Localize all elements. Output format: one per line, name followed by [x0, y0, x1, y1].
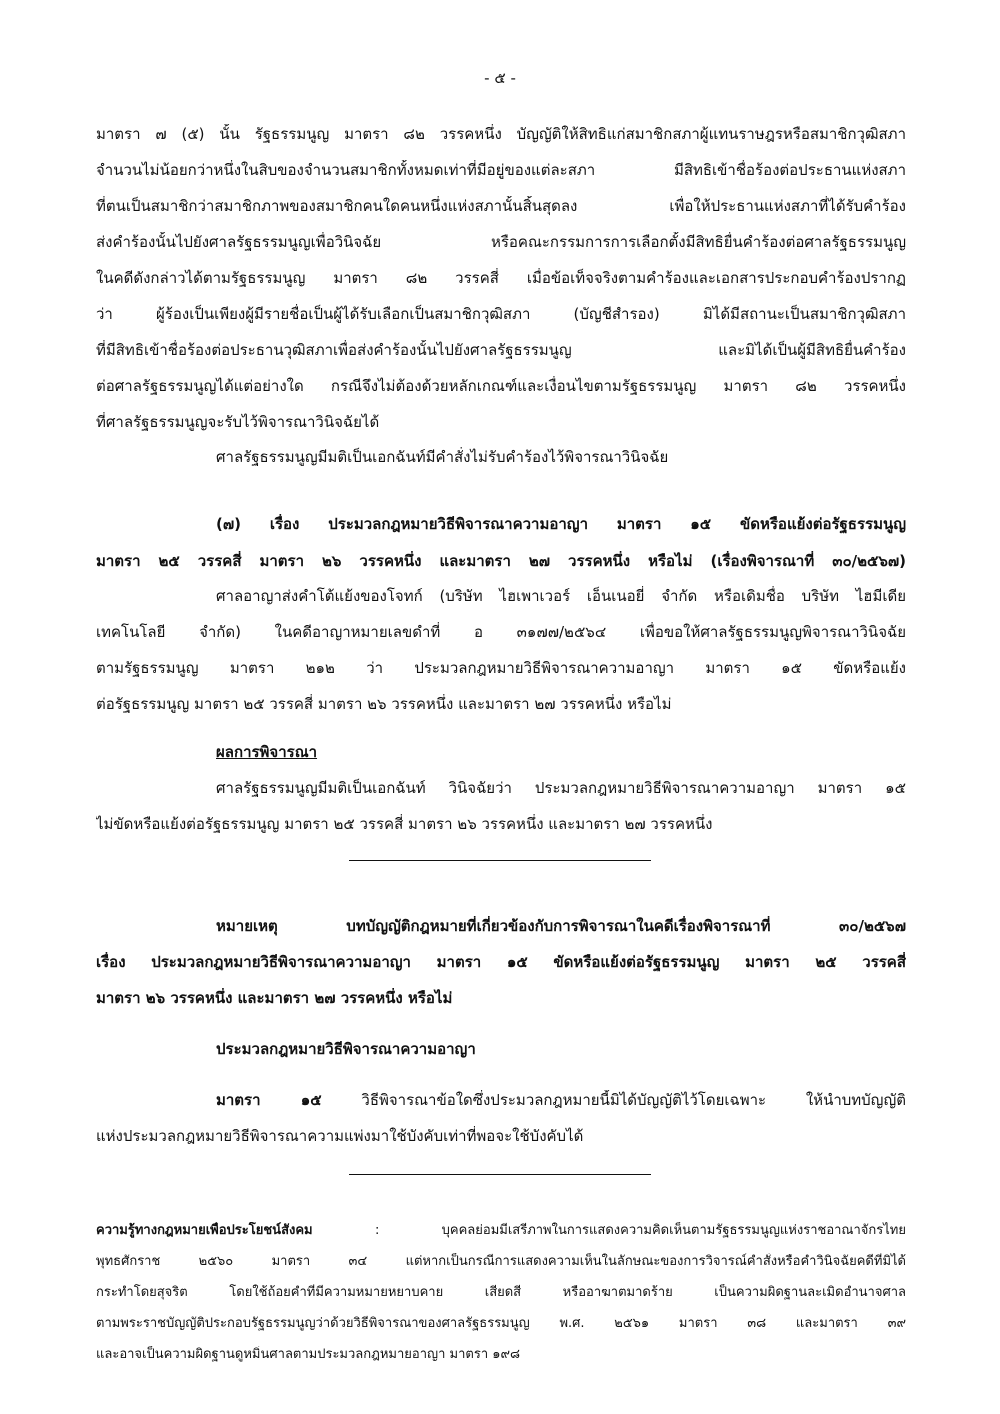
section-text-line: แห่งประมวลกฎหมายวิธีพิจารณาความแพ่งมาใช้บังคับเท่าที่พอจะใช้บังคับได้: [96, 1127, 584, 1145]
notice-line: [96, 1222, 906, 1240]
notice-line: พุทธศักราช ๒๕๖๐ มาตรา ๓๔ แต่หากเป็นกรณีการแสดงความเห็นในลักษณะของการวิจารณ์คำสั่งหรือคำวินิจฉัยคดีที่มิได้: [96, 1254, 906, 1269]
court-order: ศาลรัฐธรรมนูญมีมติเป็นเอกฉันท์มีคำสั่งไม่รับคำร้องไว้พิจารณาวินิจฉัย: [216, 448, 669, 466]
notice-text: บุคคลย่อมมีเสรีภาพในการแสดงความคิดเห็นตามรัฐธรรมนูญแห่งราชอาณาจักรไทย: [441, 1223, 906, 1238]
body-line: ส่งคำร้องนั้นไปยังศาลรัฐธรรมนูญเพื่อวินิจฉัย หรือคณะกรรมการการเลือกตั้งมีสิทธิยื่นคำร้องต่อศาลรัฐธรรมนูญ: [96, 233, 906, 251]
result-line: ไม่ขัดหรือแย้งต่อรัฐธรรมนูญ มาตรา ๒๕ วรรคสี่ มาตรา ๒๖ วรรคหนึ่ง และมาตรา ๒๗ วรรคหนึ่ง: [96, 815, 713, 833]
divider: [349, 860, 651, 861]
body-line: ตามรัฐธรรมนูญ มาตรา ๒๑๒ ว่า ประมวลกฎหมายวิธีพิจารณาความอาญา มาตรา ๑๕ ขัดหรือแย้ง: [96, 659, 906, 677]
section-heading: (๗) เรื่อง ประมวลกฎหมายวิธีพิจารณาความอาญา มาตรา ๑๕ ขัดหรือแย้งต่อรัฐธรรมนูญ: [216, 515, 906, 533]
notice-lead: ความรู้ทางกฎหมายเพื่อประโยชน์สังคม: [96, 1223, 313, 1238]
notice-line: และอาจเป็นความผิดฐานดูหมิ่นศาลตามประมวลกฎหมายอาญา มาตรา ๑๙๘: [96, 1347, 521, 1362]
body-line: ที่มีสิทธิเข้าชื่อร้องต่อประธานวุฒิสภาเพื่อส่งคำร้องนั้นไปยังศาลรัฐธรรมนูญ และมิได้เป็นผู้มีสิทธิยื่นคำร้อง: [96, 341, 906, 359]
notice-line: กระทำโดยสุจริต โดยใช้ถ้อยคำที่มีความหมายหยาบคาย เสียดสี หรืออาฆาตมาดร้าย เป็นความผิดฐานละเมิดอำนาจศาล: [96, 1285, 906, 1300]
code-title: ประมวลกฎหมายวิธีพิจารณาความอาญา: [216, 1040, 476, 1058]
section-heading: มาตรา ๒๕ วรรคสี่ มาตรา ๒๖ วรรคหนึ่ง และมาตรา ๒๗ วรรคหนึ่ง หรือไม่ (เรื่องพิจารณาที่ ๓๐/๒๕๖๗): [96, 552, 906, 570]
section-text: วิธีพิจารณาข้อใดซึ่งประมวลกฎหมายนี้มิได้บัญญัติไว้โดยเฉพาะ ให้นำบทบัญญัติ: [361, 1091, 906, 1109]
body-line: ในคดีดังกล่าวได้ตามรัฐธรรมนูญ มาตรา ๘๒ วรรคสี่ เมื่อข้อเท็จจริงตามคำร้องและเอกสารประกอบคำร้องปรากฏ: [96, 269, 906, 287]
body-line: เทคโนโลยี จำกัด) ในคดีอาญาหมายเลขดำที่ อ ๓๑๗๗/๒๕๖๔ เพื่อขอให้ศาลรัฐธรรมนูญพิจารณาวินิจฉัย: [96, 623, 906, 641]
notice-line: ตามพระราชบัญญัติประกอบรัฐธรรมนูญว่าด้วยวิธีพิจารณาของศาลรัฐธรรมนูญ พ.ศ. ๒๕๖๑ มาตรา ๓๘ และมาตรา ๓๙: [96, 1316, 906, 1331]
result-heading: ผลการพิจารณา: [216, 743, 318, 761]
body-line: ที่ศาลรัฐธรรมนูญจะรับไว้พิจารณาวินิจฉัยได้: [96, 413, 380, 431]
body-line: ต่อศาลรัฐธรรมนูญได้แต่อย่างใด กรณีจึงไม่ต้องด้วยหลักเกณฑ์และเงื่อนไขตามรัฐธรรมนูญ มาตรา ๘๒ วรรคหนึ่ง: [96, 377, 906, 395]
body-line: มาตรา ๗ (๕) นั้น รัฐธรรมนูญ มาตรา ๘๒ วรรคหนึ่ง บัญญัติให้สิทธิแก่สมาชิกสภาผู้แทนราษฎรหรือสมาชิกวุฒิสภา: [96, 125, 906, 143]
note-line: มาตรา ๒๖ วรรคหนึ่ง และมาตรา ๒๗ วรรคหนึ่ง หรือไม่: [96, 989, 453, 1007]
note-line: เรื่อง ประมวลกฎหมายวิธีพิจารณาความอาญา มาตรา ๑๕ ขัดหรือแย้งต่อรัฐธรรมนูญ มาตรา ๒๕ วรรคสี่: [96, 953, 906, 971]
section-label: มาตรา ๑๕: [216, 1091, 322, 1109]
section-text-line: [216, 1090, 906, 1110]
page-number: - ๕ -: [484, 69, 516, 87]
notice-separator: :: [312, 1223, 442, 1238]
result-line: ศาลรัฐธรรมนูญมีมติเป็นเอกฉันท์ วินิจฉัยว่า ประมวลกฎหมายวิธีพิจารณาความอาญา มาตรา ๑๕: [216, 779, 906, 797]
body-line: ต่อรัฐธรรมนูญ มาตรา ๒๕ วรรคสี่ มาตรา ๒๖ วรรคหนึ่ง และมาตรา ๒๗ วรรคหนึ่ง หรือไม่: [96, 695, 672, 713]
body-line: ที่ตนเป็นสมาชิกว่าสมาชิกภาพของสมาชิกคนใดคนหนึ่งแห่งสภานั้นสิ้นสุดลง เพื่อให้ประธานแห่งสภาที่ได้รับคำร้อง: [96, 197, 906, 215]
body-line: จำนวนไม่น้อยกว่าหนึ่งในสิบของจำนวนสมาชิกทั้งหมดเท่าที่มีอยู่ของแต่ละสภา มีสิทธิเข้าชื่อร้องต่อประธานแห่งสภา: [96, 161, 906, 179]
note-line: หมายเหตุ บทบัญญัติกฎหมายที่เกี่ยวข้องกับการพิจารณาในคดีเรื่องพิจารณาที่ ๓๐/๒๕๖๗: [216, 917, 906, 935]
body-line: ศาลอาญาส่งคำโต้แย้งของโจทก์ (บริษัท ไฮเพาเวอร์ เอ็นเนอยี่ จำกัด หรือเดิมชื่อ บริษัท ไฮมีเดีย: [216, 587, 906, 605]
divider: [349, 1174, 651, 1175]
body-line: ว่า ผู้ร้องเป็นเพียงผู้มีรายชื่อเป็นผู้ได้รับเลือกเป็นสมาชิกวุฒิสภา (บัญชีสำรอง) มิได้มีสถานะเป็นสมาชิกวุฒิสภา: [96, 305, 906, 323]
